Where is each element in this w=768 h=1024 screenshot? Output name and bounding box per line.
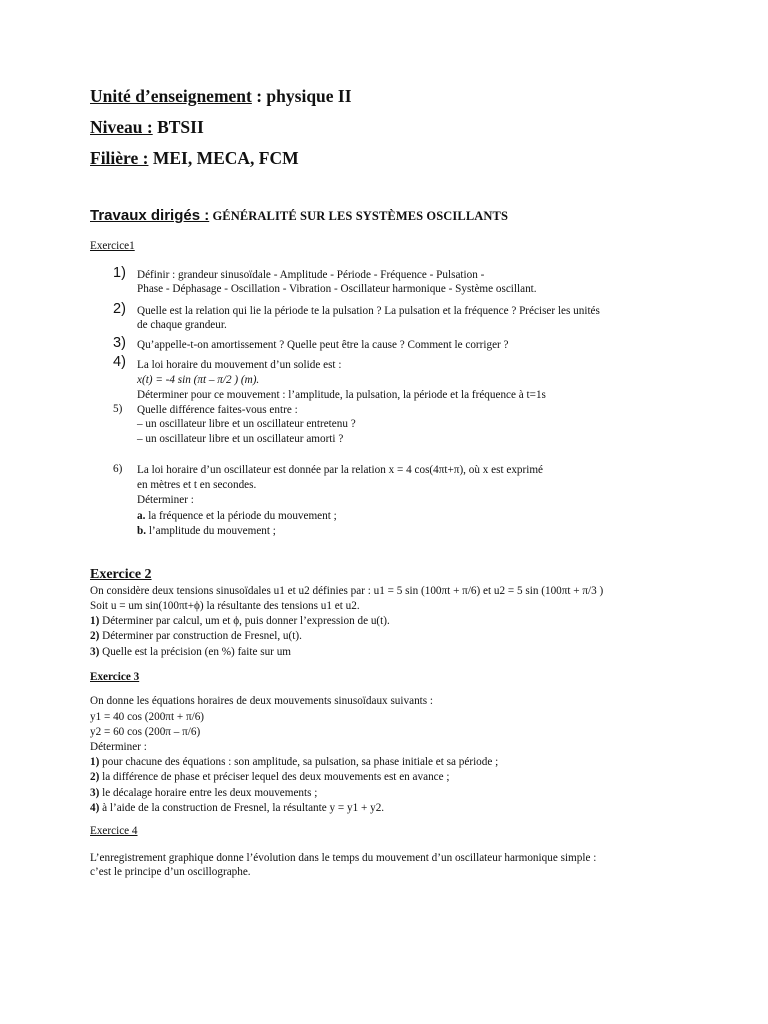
ex1-item-2-line-1: Quelle est la relation qui lie la période te la pulsation ? La pulsation et la fréquence ? Préciser les unités: [137, 305, 600, 317]
td-label: Travaux dirigés :: [90, 207, 210, 224]
sub-a-label: a.: [137, 510, 146, 522]
ex3-question-2: [90, 770, 450, 784]
ex1-item-5-line-1: Quelle différence faites-vous entre :: [137, 404, 298, 416]
ex2-q3-label: 3): [90, 646, 100, 658]
ex4-line-1: L’enregistrement graphique donne l’évolution dans le temps du mouvement d’un oscillateur harmonique simple :: [90, 852, 597, 864]
ex2-q1-label: 1): [90, 615, 100, 627]
ex1-item-3-number: 3): [113, 335, 126, 351]
ex3-q1-text: pour chacune des équations : son amplitude, sa pulsation, sa phase initiale et sa période ;: [99, 756, 499, 768]
ex3-q4-text: à l’aide de la construction de Fresnel, la résultante y = y1 + y2.: [99, 802, 385, 814]
ex3-q1-label: 1): [90, 756, 100, 768]
ex3-question-1: [90, 755, 498, 769]
ex1-item-6-sub-b: [137, 524, 276, 538]
ex1-item-1-line-2: Phase - Déphasage - Oscillation - Vibration - Oscillateur harmonique - Système oscillant.: [137, 283, 537, 295]
ex3-q3-text: le décalage horaire entre les deux mouvements ;: [99, 787, 318, 799]
ex1-item-4-equation: x(t) = -4 sin (πt – π/2 ) (m).: [137, 374, 260, 386]
ex1-item-2-line-2: de chaque grandeur.: [137, 319, 227, 331]
td-title: GÉNÉRALITÉ SUR LES SYSTÈMES OSCILLANTS: [209, 209, 509, 223]
niveau-label: Niveau :: [90, 117, 153, 137]
ex2-q2-text: Déterminer par construction de Fresnel, u(t).: [99, 630, 302, 642]
ex1-item-6-line-2: en mètres et t en secondes.: [137, 479, 257, 491]
ex3-intro: On donne les équations horaires de deux mouvements sinusoïdaux suivants :: [90, 695, 434, 707]
sub-b-label: b.: [137, 525, 147, 537]
ex3-question-3: [90, 786, 317, 800]
ex2-line-2: Soit u = um sin(100πt+ϕ) la résultante des tensions u1 et u2.: [90, 600, 360, 612]
ex1-item-6-line-1: La loi horaire d’un oscillateur est donnée par la relation x = 4 cos(4πt+π), où x est exprimé: [137, 464, 544, 476]
ex2-q3-text: Quelle est la précision (en %) faite sur um: [99, 646, 292, 658]
ex1-item-4-line-3: Déterminer pour ce mouvement : l’amplitude, la pulsation, la période et la fréquence à t=1s: [137, 389, 546, 401]
ex3-equation-1: y1 = 40 cos (200πt + π/6): [90, 711, 205, 723]
ex2-question-1: [90, 614, 390, 628]
ex1-title: Exercice1: [90, 240, 135, 252]
ex2-question-3: [90, 645, 291, 659]
ue-heading: [90, 86, 352, 107]
ex3-q3-label: 3): [90, 787, 100, 799]
ex1-item-1-line-1: Définir : grandeur sinusoïdale - Amplitude - Période - Fréquence - Pulsation -: [137, 269, 485, 281]
ex3-title: Exercice 3: [90, 671, 140, 683]
sub-b-text: l’amplitude du mouvement ;: [146, 525, 276, 537]
ex2-q2-label: 2): [90, 630, 100, 642]
ex1-item-5-line-2: – un oscillateur libre et un oscillateur entretenu ?: [137, 418, 356, 430]
filiere-heading: [90, 148, 299, 169]
ex1-item-4-line-1: La loi horaire du mouvement d’un solide est :: [137, 359, 342, 371]
niveau-value: BTSII: [152, 117, 204, 137]
filiere-value: MEI, MECA, FCM: [148, 148, 299, 168]
ex3-q2-label: 2): [90, 771, 100, 783]
niveau-heading: [90, 117, 204, 138]
ex1-item-5-number: 5): [113, 403, 123, 415]
ex2-line-1: On considère deux tensions sinusoïdales u1 et u2 définies par : u1 = 5 sin (100πt + π/6) et u2 = 5 sin (100πt + π/3 ): [90, 585, 604, 597]
ex3-determine: Déterminer :: [90, 741, 147, 753]
sub-a-text: la fréquence et la période du mouvement ;: [145, 510, 337, 522]
ex1-item-4-number: 4): [113, 354, 126, 370]
ex1-item-3-line-1: Qu’appelle-t-on amortissement ? Quelle peut être la cause ? Comment le corriger ?: [137, 339, 509, 351]
ex1-item-6-number: 6): [113, 463, 123, 475]
ex1-item-6-line-3: Déterminer :: [137, 494, 194, 506]
td-heading: [90, 207, 508, 225]
ex3-q2-text: la différence de phase et préciser lequel des deux mouvements est en avance ;: [99, 771, 450, 783]
ue-value: : physique II: [251, 86, 352, 106]
filiere-label: Filière :: [90, 148, 149, 168]
ex1-item-2-number: 2): [113, 301, 126, 317]
ex4-line-2: c’est le principe d’un oscillographe.: [90, 866, 251, 878]
ex1-item-5-line-3: – un oscillateur libre et un oscillateur amorti ?: [137, 433, 344, 445]
ex2-q1-text: Déterminer par calcul, um et ϕ, puis donner l’expression de u(t).: [99, 615, 390, 627]
ex3-question-4: [90, 801, 384, 815]
ex2-title: Exercice 2: [90, 567, 152, 582]
ex1-item-6-sub-a: [137, 509, 337, 523]
ue-label: Unité d’enseignement: [90, 86, 252, 106]
ex3-q4-label: 4): [90, 802, 100, 814]
ex3-equation-2: y2 = 60 cos (200π – π/6): [90, 726, 201, 738]
ex2-question-2: [90, 629, 302, 643]
ex1-item-1-number: 1): [113, 265, 126, 281]
ex4-title: Exercice 4: [90, 825, 138, 837]
